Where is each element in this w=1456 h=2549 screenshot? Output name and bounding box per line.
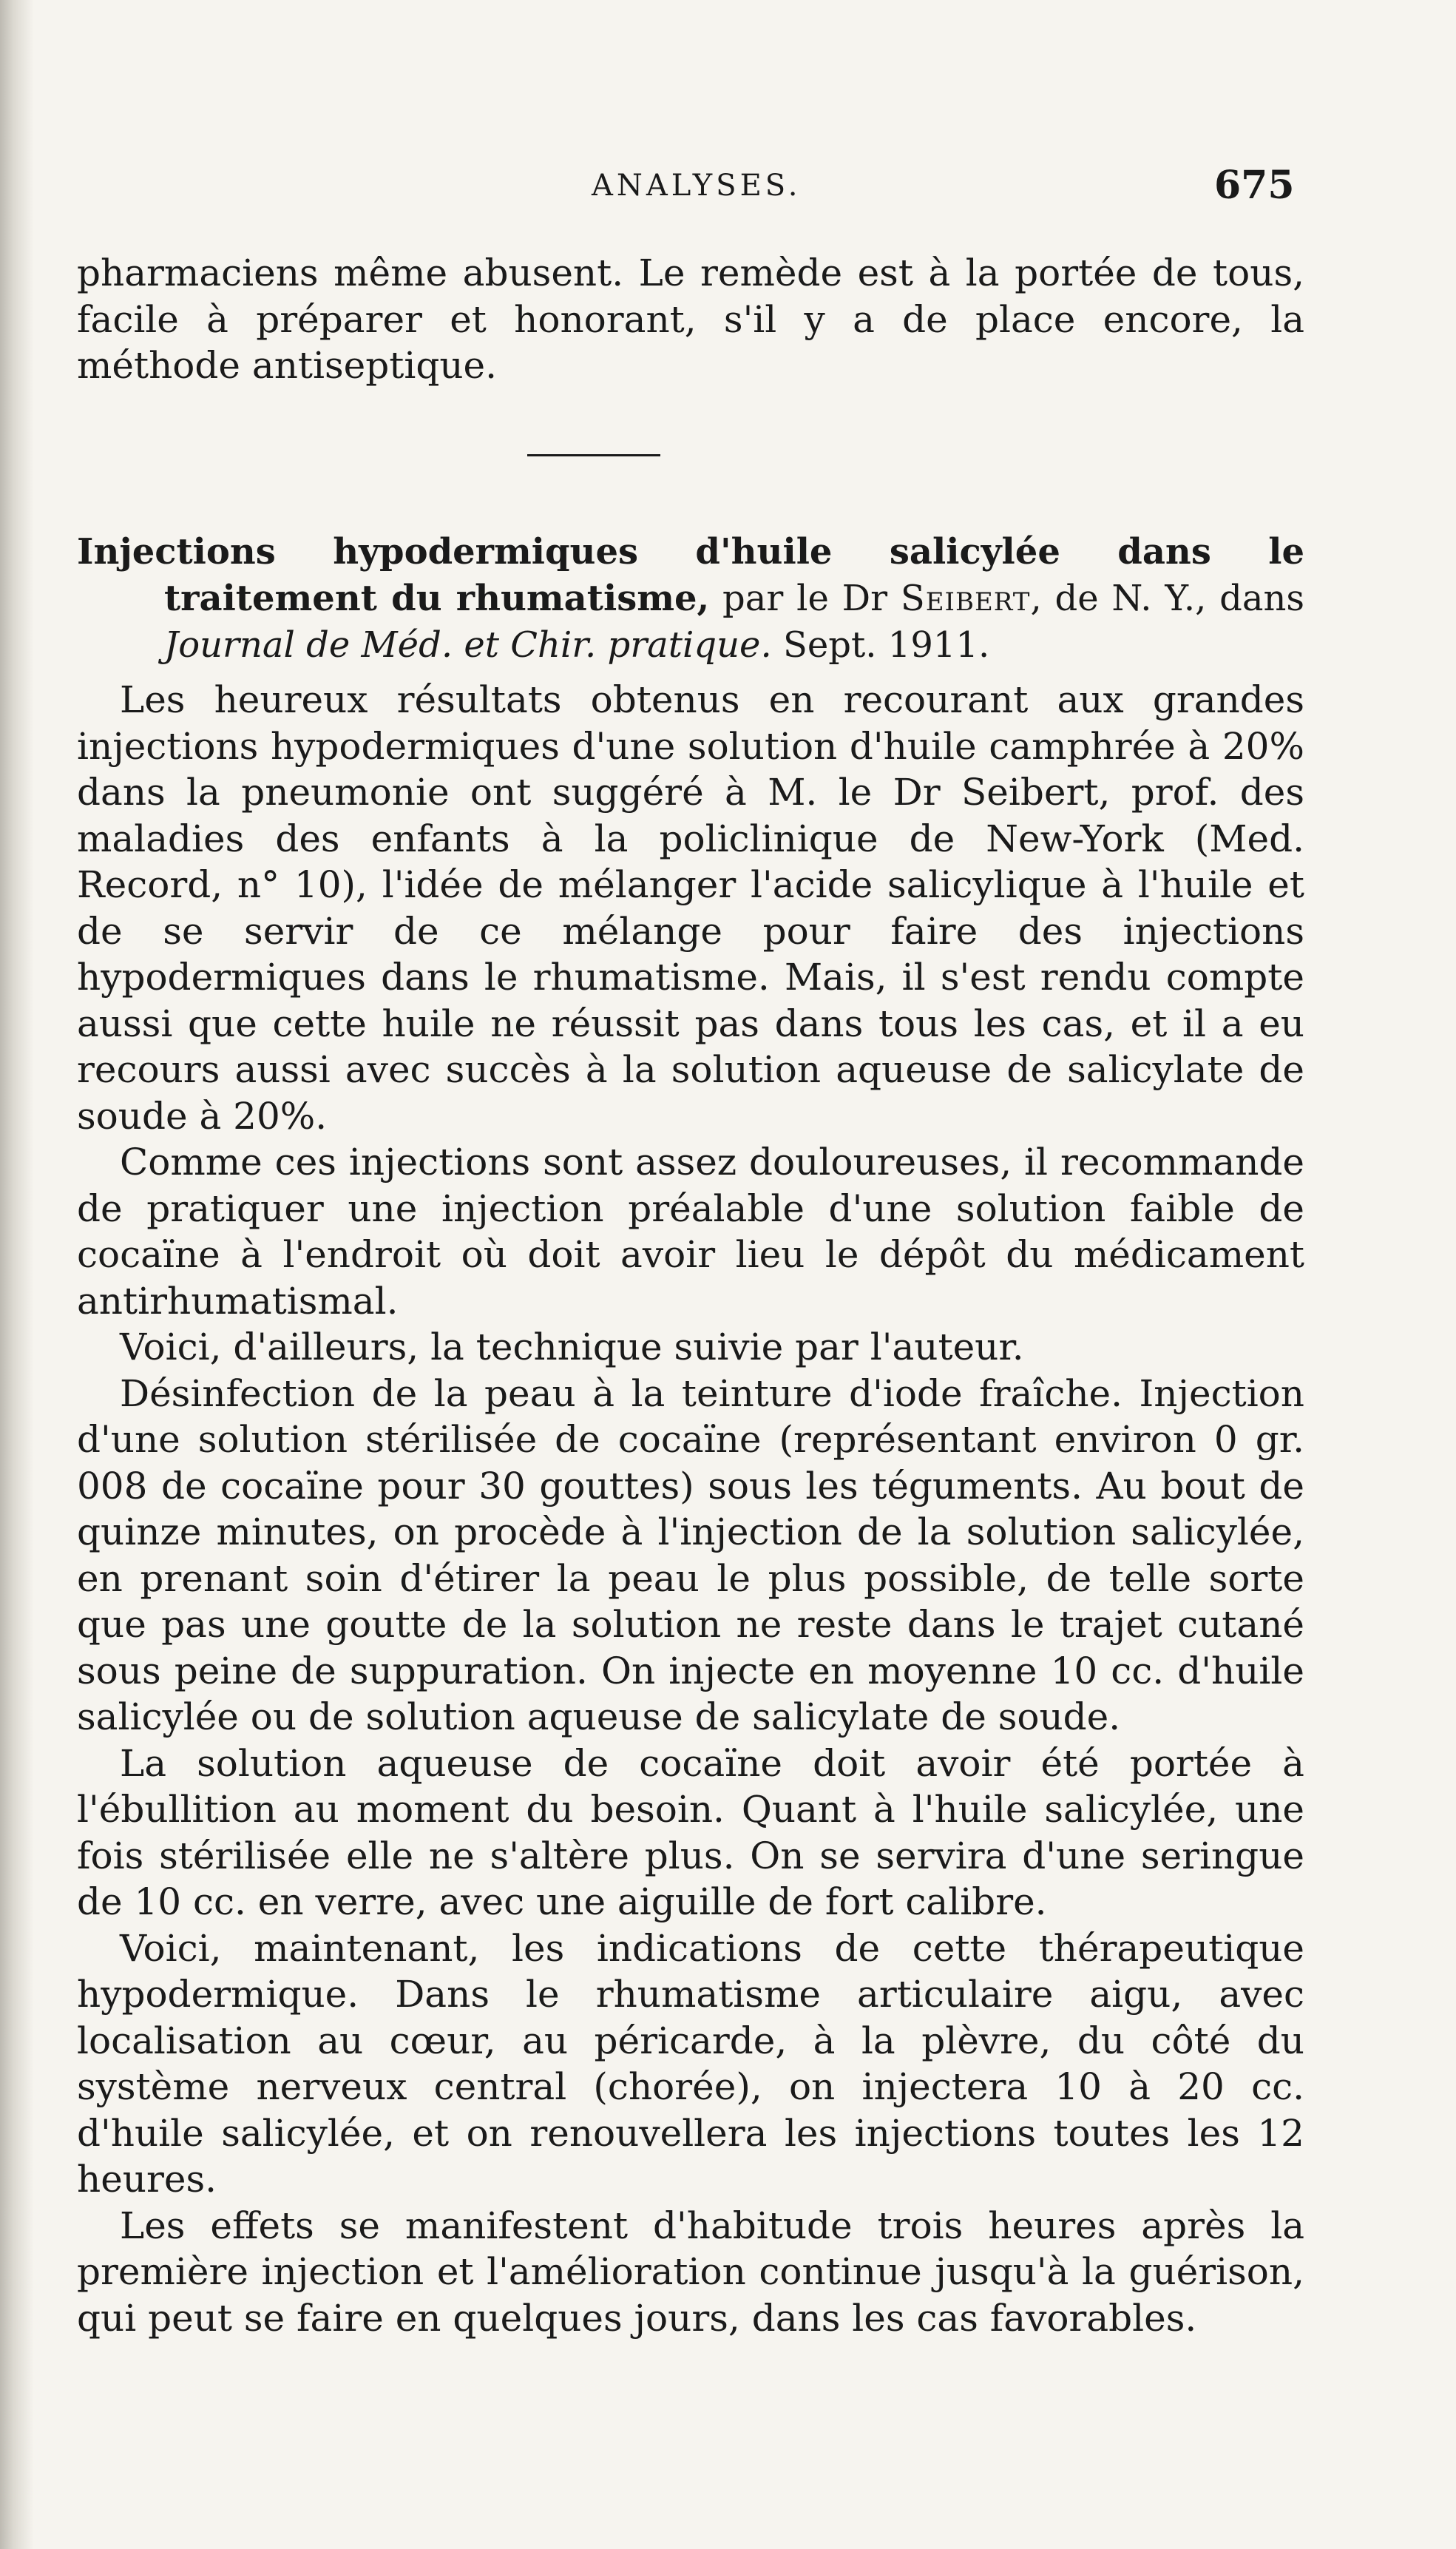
body-paragraph: Voici, d'ailleurs, la technique suivie par l'auteur. <box>120 1326 1024 1368</box>
body-paragraph: Comme ces injections sont assez douloureuses, il recommande de pratiquer une injection préalable d'une solution faible de cocaïne à l'endroit où doit avoir lieu le dépôt du médicament antirhumatismal. <box>77 1141 1304 1323</box>
article-title: Injections hypodermiques d'huile salicylée dans le traitement du rhumatisme, <box>77 531 1304 619</box>
body-paragraph: Les heureux résultats obtenus en recourant aux grandes injections hypodermiques d'une solution d'huile camphrée à 20% dans la pneumonie ont suggéré à M. le Dr Seibert, prof. des maladies des enfants à la policlinique de New-York (Med. Record, n° 10), l'idée de mélanger l'acide salicylique à l'huile et de se servir de ce mélange pour faire des injections hypodermiques dans le rhumatisme. Mais, il s'est rendu compte aussi que cette huile ne réussit pas dans tous les cas, et il a eu recours aussi avec succès à la solution aqueuse de salicylate de soude à 20%. <box>77 678 1304 1138</box>
article-citation <box>77 529 1304 669</box>
section-divider <box>527 454 660 456</box>
page-number: 675 <box>1214 163 1295 208</box>
page-binding-edge <box>0 0 34 2549</box>
carryover-text <box>77 250 1304 389</box>
carryover-paragraph: pharmaciens même abusent. Le remède est à la portée de tous, facile à préparer et honorant, s'il y a de place encore, la méthode antiseptique. <box>77 251 1304 387</box>
article-body <box>77 677 1304 2341</box>
author-name: Seibert <box>900 578 1031 619</box>
publication-date: Sept. 1911. <box>771 624 990 666</box>
running-head: ANALYSES. <box>592 169 802 203</box>
byline-prefix: par le Dr <box>709 578 901 619</box>
article-heading <box>77 529 1304 669</box>
body-paragraph: Désinfection de la peau à la teinture d'iode fraîche. Injection d'une solution stérilisée de cocaïne (représentant environ 0 gr. 008 de cocaïne pour 30 gouttes) sous les téguments. Au bout de quinze minutes, on procède à l'injection de la solution salicylée, en prenant soin d'étirer la peau le plus possible, de telle sorte que pas une goutte de la solution ne reste dans le trajet cutané sous peine de suppuration. On injecte en moyenne 10 cc. d'huile salicylée ou de solution aqueuse de salicylate de soude. <box>77 1371 1304 1738</box>
journal-name: Journal de Méd. et Chir. pratique. <box>164 624 772 666</box>
body-paragraph: Les effets se manifestent d'habitude trois heures après la première injection et l'amélioration continue jusqu'à la guérison, qui peut se faire en quelques jours, dans les cas favorables. <box>77 2204 1304 2340</box>
body-paragraph: Voici, maintenant, les indications de cette thérapeutique hypodermique. Dans le rhumatisme articulaire aigu, avec localisation au cœur, au péricarde, à la plèvre, du côté du système nerveux central (chorée), on injectera 10 à 20 cc. d'huile salicylée, et on renouvellera les injections toutes les 12 heures. <box>77 1926 1304 2201</box>
body-paragraph: La solution aqueuse de cocaïne doit avoir été portée à l'ébullition au moment du besoin. Quant à l'huile salicylée, une fois stérilisée elle ne s'altère plus. On se servira d'une seringue de 10 cc. en verre, avec une aiguille de fort calibre. <box>77 1741 1304 1923</box>
page-header <box>0 163 1456 222</box>
byline-middle: , de N. Y., dans <box>1030 578 1305 619</box>
